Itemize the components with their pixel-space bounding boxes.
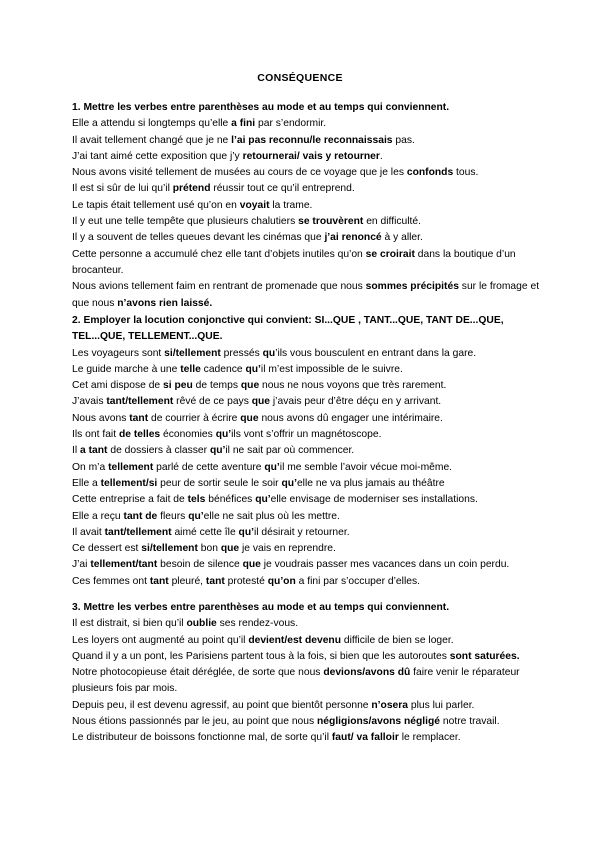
sentence-text: Ces femmes ont — [72, 575, 150, 587]
sentence-text: Elle a attendu si longtemps qu’elle — [72, 118, 232, 130]
sentence-text: elle ne sait plus où les mettre. — [203, 510, 340, 522]
sentence-text: il ne sait par où commencer. — [225, 445, 355, 457]
sentence — [72, 574, 540, 590]
answer-text: a tant — [80, 445, 108, 457]
sentence — [72, 665, 540, 698]
answer-text: tant/tellement — [104, 526, 172, 538]
sentence-text: Il y eut une telle tempête que plusieurs chalutiers — [72, 216, 299, 228]
answer-text: devions/avons dû — [323, 667, 411, 679]
sentence-text: J’ai — [72, 559, 91, 571]
sentence — [72, 714, 540, 730]
answer-text: a fini — [231, 118, 256, 130]
answer-text: devient/est devenu — [248, 634, 342, 646]
answer-text: qu’ — [255, 494, 271, 506]
answer-text: tant — [129, 412, 149, 424]
sentence-text: à y aller. — [381, 232, 423, 244]
answer-text: qu’ — [245, 363, 261, 375]
sentence — [72, 230, 540, 246]
answer-text: de telles — [118, 429, 161, 441]
answer-text: que — [240, 380, 260, 392]
sentence-text: ses rendez-vous. — [216, 618, 299, 630]
answer-text: que — [251, 396, 271, 408]
sentence — [72, 525, 540, 541]
sentence-text: le remplacer. — [398, 732, 461, 744]
sentence-text: nous avons dû engager une intérimaire. — [258, 412, 443, 424]
sentence-text: Nous avons — [72, 412, 130, 424]
sentence — [72, 411, 540, 427]
answer-text: tellement/si — [100, 477, 158, 489]
sentence-text: J’ai tant aimé cette exposition que j’y — [72, 150, 243, 162]
answer-text: sommes précipités — [365, 281, 459, 293]
exercise-3-heading: 3. Mettre les verbes entre parenthèses au mode et au temps qui conviennent. — [72, 602, 450, 613]
sentence-text: Le distributeur de boissons fonctionne mal, de sorte qu’il — [72, 732, 332, 744]
exercise-2-sentences — [72, 346, 540, 590]
sentence-text: cadence — [200, 363, 246, 375]
answer-text: voyait — [239, 199, 270, 211]
answer-text: retournerai/ vais y retourner — [242, 150, 380, 162]
sentence-text: . — [379, 150, 383, 162]
sentence-text: Elle a — [72, 477, 101, 489]
sentence-text: ils vont s’offrir un magnétoscope. — [231, 429, 382, 441]
exercise-3 — [72, 600, 540, 747]
sentence-text: Ils ont fait — [72, 429, 119, 441]
answer-text: qu’on — [267, 575, 296, 587]
sentence — [72, 116, 540, 132]
sentence-text: de temps — [192, 380, 241, 392]
sentence-text: par s’endormir. — [255, 118, 327, 130]
answer-text: qu’ — [209, 445, 226, 457]
answer-text: oublie — [186, 618, 217, 630]
sentence — [72, 443, 540, 459]
sentence-text: pressés — [220, 347, 263, 359]
sentence-text: difficile de bien se loger. — [341, 634, 454, 646]
sentence — [72, 165, 540, 181]
answer-text: se croirait — [365, 248, 415, 260]
answer-text: qu’ — [215, 429, 232, 441]
answer-text: tant/tellement — [106, 396, 174, 408]
answer-text: qu — [262, 347, 276, 359]
sentence-text: il me semble l’avoir vécue moi-même. — [279, 461, 453, 473]
sentence-text: Il est distrait, si bien qu’il — [72, 618, 187, 630]
answer-text: tellement/tant — [90, 559, 158, 571]
answer-text: n’osera — [371, 699, 409, 711]
sentence-text: tous. — [453, 167, 479, 179]
sentence-text: nous ne nous voyons que très rarement. — [259, 380, 447, 392]
page-title: CONSÉQUENCE — [257, 72, 343, 84]
exercise-2-heading: 2. Employer la locution conjonctive qui convient: SI...QUE , TANT...QUE, TANT DE...QUE, TEL...QUE, TELLEMENT...QUE. — [72, 315, 504, 343]
answer-text: tant — [149, 575, 169, 587]
answer-text: qu’ — [238, 526, 254, 538]
answer-text: prétend — [172, 183, 211, 195]
sentence-text: elle envisage de moderniser ses installations. — [270, 494, 478, 506]
answer-text: tant — [205, 575, 225, 587]
sentence-text: sur le fromage et que nous — [72, 281, 540, 309]
sentence-text: Notre photocopieuse était déréglée, de sorte que nous — [72, 667, 324, 679]
sentence-text: bon — [197, 543, 221, 555]
answer-text: sont saturées. — [449, 650, 520, 662]
sentence — [72, 279, 540, 312]
sentence-text: plus lui parler. — [408, 699, 475, 711]
answer-text: j’ai renoncé — [324, 232, 382, 244]
answer-text: tant de — [123, 510, 158, 522]
answer-text: qu’ — [281, 477, 297, 489]
sentence — [72, 509, 540, 525]
answer-text: qu’ — [264, 461, 280, 473]
sentence-text: Cette entreprise a fait de — [72, 494, 188, 506]
sentence — [72, 476, 540, 492]
sentence-text: notre travail. — [440, 716, 500, 728]
sentence-text: il m’est impossible de le suivre. — [260, 363, 403, 375]
sentence-text: faire venir le réparateur plusieurs fois par mois. — [72, 667, 520, 695]
sentence — [72, 149, 540, 165]
answer-text: si/tellement — [164, 347, 221, 359]
exercise-3-sentences — [72, 616, 540, 746]
sentence — [72, 394, 540, 410]
sentence — [72, 214, 540, 230]
sentence — [72, 133, 540, 149]
sentence — [72, 633, 540, 649]
sentence-text: Il avait — [72, 526, 105, 538]
sentence-text: Elle a reçu — [72, 510, 124, 522]
sentence-text: de dossiers à classer — [107, 445, 210, 457]
sentence — [72, 198, 540, 214]
answer-text: n’avons rien laissé. — [117, 297, 213, 309]
sentence-text: elle ne va plus jamais au théâtre — [296, 477, 445, 489]
sentence-text: économies — [160, 429, 216, 441]
sentence — [72, 730, 540, 746]
sentence-text: Les loyers ont augmenté au point qu’il — [72, 634, 249, 646]
answer-text: qu’ — [188, 510, 204, 522]
sentence — [72, 362, 540, 378]
sentence-text: fleurs — [157, 510, 189, 522]
sentence-text: Le tapis était tellement usé qu’on en — [72, 199, 240, 211]
answer-text: l’ai pas reconnu/le reconnaissais — [231, 134, 393, 146]
answer-text: que — [220, 543, 240, 555]
sentence-text: il désirait y retourner. — [254, 526, 350, 538]
answer-text: faut/ va falloir — [331, 732, 399, 744]
sentence-text: en difficulté. — [363, 216, 421, 228]
sentence-text: Nous avons visité tellement de musées au cours de ce voyage que je les — [72, 167, 407, 179]
sentence-text: pleuré, — [168, 575, 206, 587]
answer-text: tellement — [108, 461, 154, 473]
exercise-1 — [72, 100, 540, 312]
sentence-text: a fini par s’occuper d’elles. — [295, 575, 420, 587]
answer-text: que — [242, 559, 261, 571]
sentence-text: Cette personne a accumulé chez elle tant d’objets inutiles qu’on — [72, 248, 366, 260]
sentence-text: bénéfices — [205, 494, 256, 506]
sentence-text: ’ils vous bousculent en entrant dans la gare. — [275, 347, 477, 359]
sentence-text: J’avais — [72, 396, 107, 408]
sentence-text: j’avais peur d’être déçu en y arrivant. — [270, 396, 442, 408]
sentence-text: Il est si sûr de lui qu’il — [72, 183, 173, 195]
sentence-text: Nous avions tellement faim en rentrant de promenade que nous — [72, 281, 366, 293]
answer-text: tels — [187, 494, 206, 506]
answer-text: se trouvèrent — [298, 216, 364, 228]
sentence-text: Il avait tellement changé que je ne — [72, 134, 232, 146]
sentence-text: rêvé de ce pays — [173, 396, 252, 408]
sentence-text: la trame. — [269, 199, 313, 211]
sentence-text: Nous étions passionnés par le jeu, au point que nous — [72, 716, 318, 728]
exercise-1-sentences — [72, 116, 540, 312]
sentence-text: On m’a — [72, 461, 109, 473]
answer-text: négligions/avons négligé — [317, 716, 441, 728]
sentence-text: réussir tout ce qu’il entreprend. — [210, 183, 355, 195]
sentence-text: je vais en reprendre. — [239, 543, 336, 555]
sentence-text: peur de sortir seule le soir — [157, 477, 282, 489]
sentence — [72, 698, 540, 714]
sentence — [72, 541, 540, 557]
sentence-text: besoin de silence — [157, 559, 243, 571]
answer-text: confonds — [406, 167, 454, 179]
sentence-text: Ce dessert est — [72, 543, 142, 555]
answer-text: telle — [180, 363, 201, 375]
sentence-text: aimé cette île — [171, 526, 239, 538]
sentence-text: Il — [72, 445, 81, 457]
sentence-text: je voudrais passer mes vacances dans un coin perdu. — [260, 559, 510, 571]
sentence-text: de courrier à écrire — [148, 412, 241, 424]
sentence — [72, 427, 540, 443]
sentence — [72, 649, 540, 665]
sentence-text: protesté — [224, 575, 268, 587]
sentence — [72, 346, 540, 362]
sentence-text: pas. — [392, 134, 415, 146]
sentence — [72, 378, 540, 394]
answer-text: si/tellement — [141, 543, 198, 555]
sentence — [72, 616, 540, 632]
sentence-text: Quand il y a un pont, les Parisiens partent tous à la fois, si bien que les autoroutes — [72, 650, 450, 662]
exercise-1-heading: 1. Mettre les verbes entre parenthèses au mode et au temps qui conviennent. — [72, 102, 450, 113]
sentence — [72, 181, 540, 197]
sentence-text: Depuis peu, il est devenu agressif, au point que bientôt personne — [72, 699, 372, 711]
sentence-text: parlé de cette aventure — [153, 461, 265, 473]
sentence-text: Il y a souvent de telles queues devant les cinémas que — [72, 232, 325, 244]
sentence — [72, 492, 540, 508]
answer-text: que — [240, 412, 259, 424]
sentence-text: Cet ami dispose de — [72, 380, 164, 392]
sentence-text: Le guide marche à une — [72, 363, 181, 375]
answer-text: si peu — [163, 380, 193, 392]
exercise-2 — [72, 313, 540, 590]
sentence — [72, 557, 540, 573]
sentence — [72, 247, 540, 280]
sentence-text: Les voyageurs sont — [72, 347, 165, 359]
sentence — [72, 460, 540, 476]
sentence-text: dans la boutique d’un brocanteur. — [72, 248, 516, 276]
